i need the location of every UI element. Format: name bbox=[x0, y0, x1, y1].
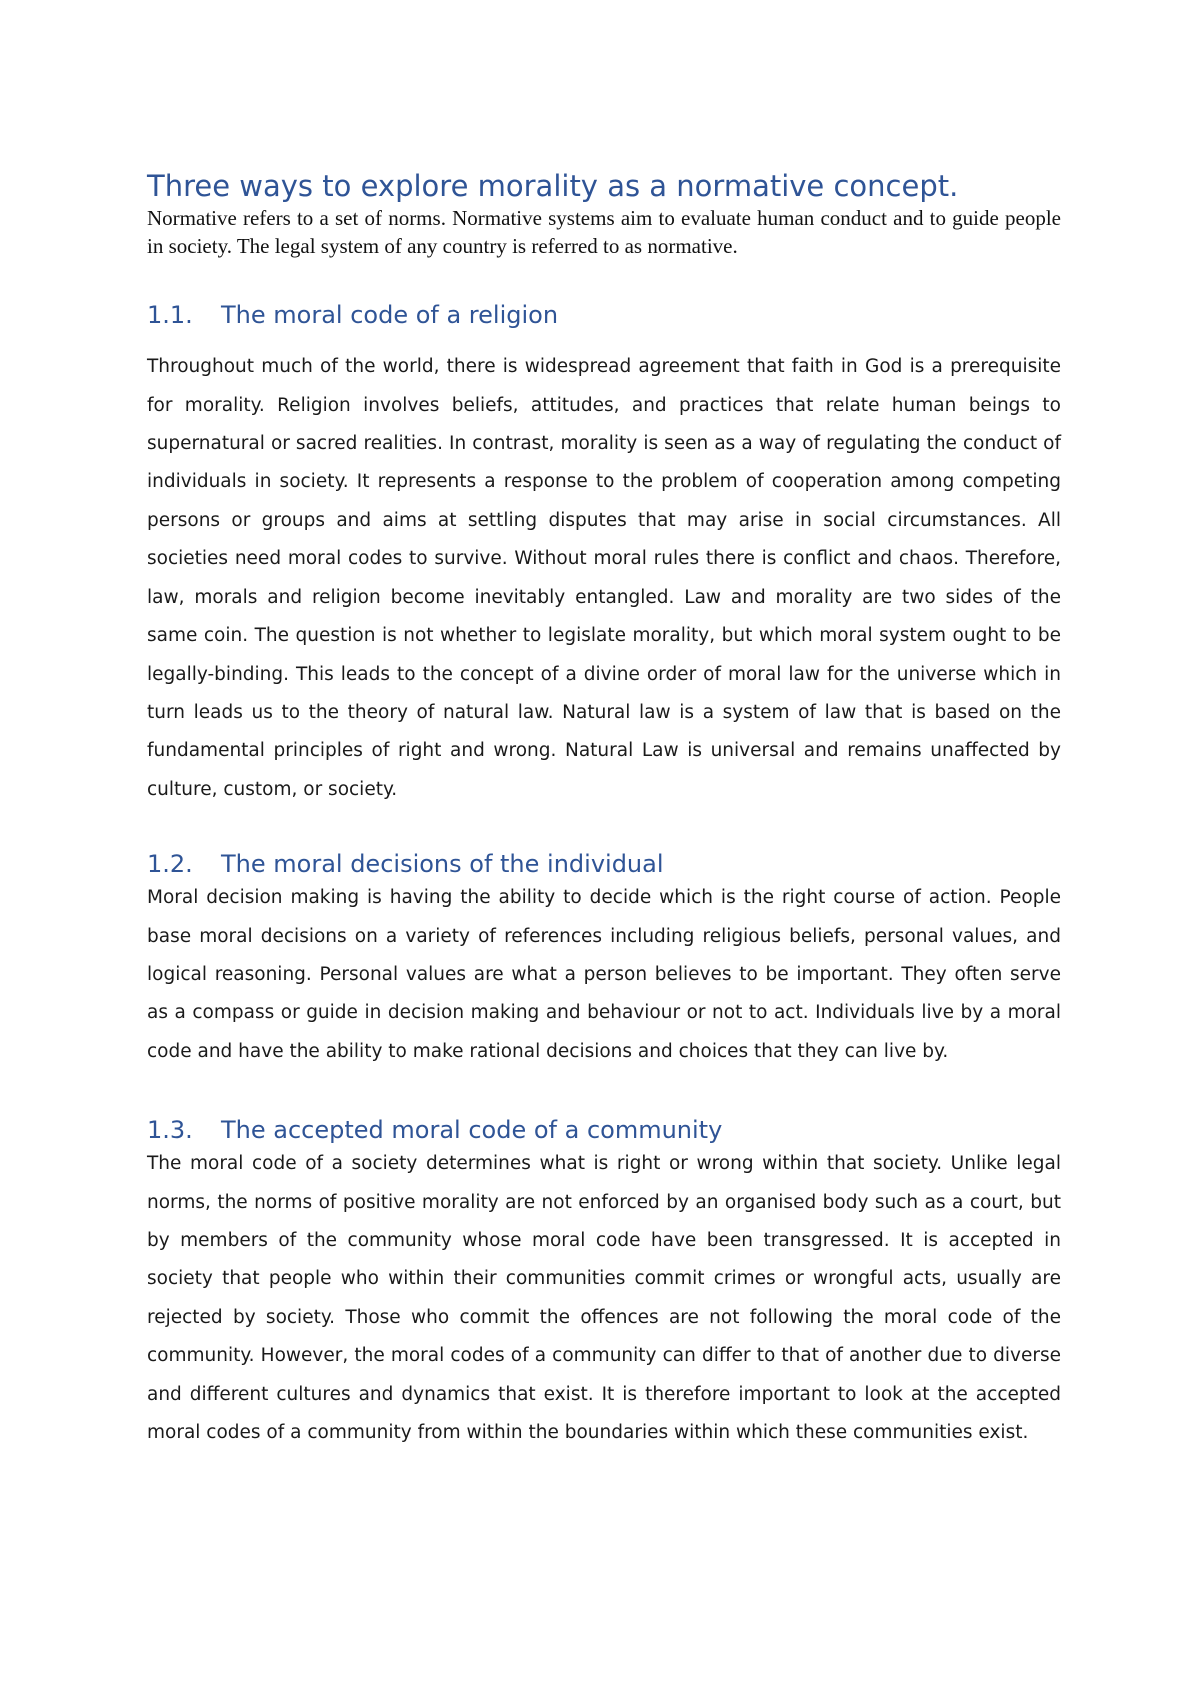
document-page bbox=[147, 168, 1061, 1452]
section-title: The moral decisions of the individual bbox=[221, 850, 664, 879]
section-number: 1.2. bbox=[147, 850, 193, 879]
section-heading-1-1 bbox=[147, 300, 1061, 330]
section-title: The accepted moral code of a community bbox=[221, 1116, 723, 1145]
section-body-1-2: Moral decision making is having the ability to decide which is the right course of action. People base moral decisions on a variety of references including religious beliefs, personal values, and logical reasoning. Personal values are what a person believes to be important. They often serve as a compass or guide in decision making and behaviour or not to act. Individuals live by a moral code and have the ability to make rational decisions and choices that they can live by. bbox=[147, 887, 1061, 1062]
section-title: The moral code of a religion bbox=[221, 301, 559, 330]
section-heading-1-3 bbox=[147, 1115, 1061, 1145]
section-heading-1-2 bbox=[147, 849, 1061, 879]
intro-paragraph: Normative refers to a set of norms. Normative systems aim to evaluate human conduct and to guide people in society. The legal system of any country is referred to as normative. bbox=[147, 206, 1061, 259]
section-number: 1.1. bbox=[147, 301, 193, 330]
document-title: Three ways to explore morality as a normative concept. bbox=[147, 169, 959, 203]
section-body-1-3: The moral code of a society determines what is right or wrong within that society. Unlike legal norms, the norms of positive morality are not enforced by an organised body such as a court, but by members of the community whose moral code have been transgressed. It is accepted in society that people who within their communities commit crimes or wrongful acts, usually are rejected by society. Those who commit the offences are not following the moral code of the community. However, the moral codes of a community can differ to that of another due to diverse and different cultures and dynamics that exist. It is therefore important to look at the accepted moral codes of a community from within the boundaries within which these communities exist. bbox=[147, 1153, 1061, 1443]
section-number: 1.3. bbox=[147, 1116, 193, 1145]
section-body-1-1: Throughout much of the world, there is widespread agreement that faith in God is a prerequisite for morality. Religion involves beliefs, attitudes, and practices that relate human beings to supernatural or sacred realities. In contrast, morality is seen as a way of regulating the conduct of individuals in society. It represents a response to the problem of cooperation among competing persons or groups and aims at settling disputes that may arise in social circumstances. All societies need moral codes to survive. Without moral rules there is conflict and chaos. Therefore, law, morals and religion become inevitably entangled. Law and morality are two sides of the same coin. The question is not whether to legislate morality, but which moral system ought to be legally-binding. This leads to the concept of a divine order of moral law for the universe which in turn leads us to the theory of natural law. Natural law is a system of law that is based on the fundamental principles of right and wrong. Natural Law is universal and remains unaffected by culture, custom, or society. bbox=[147, 356, 1061, 800]
